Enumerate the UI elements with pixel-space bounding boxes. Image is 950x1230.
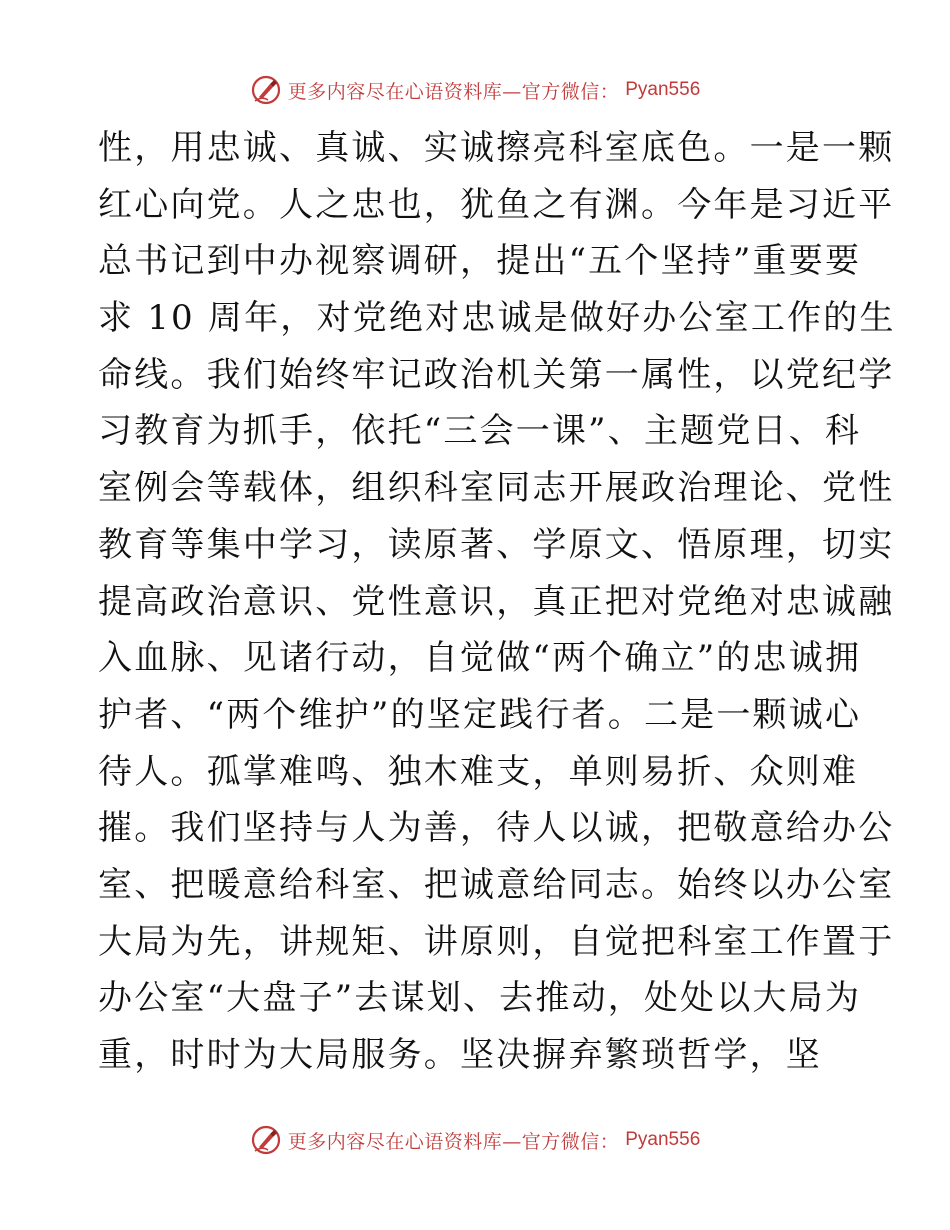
body-line: 提高政治意识、党性意识，真正把对党绝对忠诚融 bbox=[98, 581, 895, 622]
header-text: 更多内容尽在心语资料库—官方微信： bbox=[287, 80, 620, 103]
footer-wechat-id: Pyan556 bbox=[625, 1129, 701, 1150]
body-line: 待人。孤掌难鸣、独木难支，单则易折、众则难 bbox=[98, 751, 859, 792]
body-line: 摧。我们坚持与人为善，待人以诚，把敬意给办公 bbox=[98, 808, 895, 849]
body-line: 大局为先，讲规矩、讲原则，自觉把科室工作置于 bbox=[98, 921, 895, 962]
header-banner bbox=[0, 70, 950, 110]
pen-seal-logo-icon bbox=[250, 74, 282, 106]
body-line: 命线。我们始终牢记政治机关第一属性，以党纪学 bbox=[98, 354, 895, 395]
body-line: 求 10 周年，对党绝对忠诚是做好办公室工作的生 bbox=[98, 298, 896, 339]
body-line: 入血脉、见诸行动，自觉做“两个确立”的忠诚拥 bbox=[98, 638, 862, 679]
body-line: 性，用忠诚、真诚、实诚擦亮科室底色。一是一颗 bbox=[98, 128, 895, 168]
body-line: 总书记到中办视察调研，提出“五个坚持”重要要 bbox=[98, 241, 862, 282]
body-line: 室例会等载体，组织科室同志开展政治理论、党性 bbox=[98, 468, 895, 509]
body-line: 室、把暖意给科室、把诚意给同志。始终以办公室 bbox=[98, 864, 895, 905]
footer-banner bbox=[0, 1120, 950, 1160]
body-line: 教育等集中学习，读原著、学原文、悟原理，切实 bbox=[98, 524, 895, 565]
body-line: 红心向党。人之忠也，犹鱼之有渊。今年是习近平 bbox=[98, 184, 895, 225]
header-wechat-id: Pyan556 bbox=[625, 79, 701, 100]
footer-text: 更多内容尽在心语资料库—官方微信： bbox=[287, 1130, 620, 1153]
body-line: 护者、“两个维护”的坚定践行者。二是一颗诚心 bbox=[98, 694, 862, 735]
body-line: 重，时时为大局服务。坚决摒弃繁琐哲学，坚 bbox=[98, 1035, 822, 1075]
document-body bbox=[98, 120, 896, 1084]
body-line: 习教育为抓手，依托“三会一课”、主题党日、科 bbox=[98, 411, 862, 452]
pen-seal-logo-icon bbox=[250, 1124, 282, 1156]
body-line: 办公室“大盘子”去谋划、去推动，处处以大局为 bbox=[98, 978, 862, 1019]
